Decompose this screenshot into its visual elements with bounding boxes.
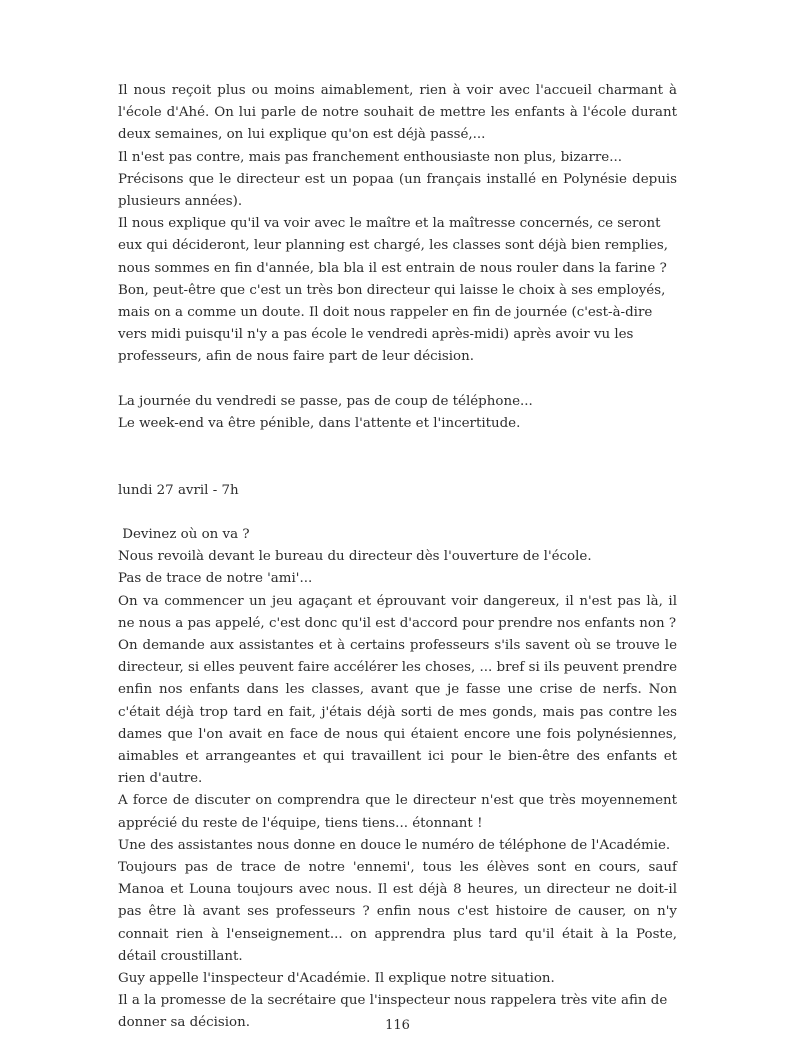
- paragraph: La journée du vendredi se passe, pas de coup de téléphone...: [118, 393, 533, 409]
- document-body: [118, 80, 677, 1035]
- paragraph: On va commencer un jeu agaçant et éprouvant voir dangereux, il n'est pas là, il ne nous a pas appelé, c'est donc qu'il est d'accord pour prendre nos enfants non ?: [118, 593, 677, 631]
- paragraph: Il nous explique qu'il va voir avec le maître et la maîtresse concernés, ce seront eux qui décideront, leur planning est chargé, les classes sont déjà bien remplies, nous sommes en fin d'année, bla bla il est entrain de nous rouler dans la farine ? Bon, peut-être que c'est un très bon directeur qui laisse le choix à ses employés, mais on a comme un doute. Il doit nous rappeler en fin de journée (c'est-à-dire vers midi puisqu'il n'y a pas école le vendredi après-midi) après avoir vu les professeurs, afin de nous faire part de leur décision.: [118, 216, 668, 365]
- paragraph: On demande aux assistantes et à certains professeurs s'ils savent où se trouve le directeur, si elles peuvent faire accélérer les choses, ... bref si ils peuvent prendre enfin nos enfants dans les classes, avant que je fasse une crise de nerfs. Non c'était déjà trop tard en fait, j'étais déjà sorti de mes gonds, mais pas contre les dames que l'on avait en face de nous qui étaient encore une fois polynésiennes, aimables et arrangeantes et qui travaillent ici pour le bien-être des enfants et rien d'autre.: [118, 638, 678, 787]
- date-heading: lundi 27 avril - 7h: [118, 482, 239, 498]
- paragraph: A force de discuter on comprendra que le directeur n'est que très moyennement apprécié du reste de l'équipe, tiens tiens... étonnant !: [118, 793, 677, 831]
- paragraph: Il n'est pas contre, mais pas franchement enthousiaste non plus, bizarre...: [118, 149, 622, 165]
- paragraph: Devinez où on va ?: [118, 527, 250, 543]
- page-number: 116: [385, 1018, 410, 1033]
- paragraph: Le week-end va être pénible, dans l'attente et l'incertitude.: [118, 416, 521, 432]
- paragraph-spacer: [118, 502, 677, 524]
- paragraph: Nous revoilà devant le bureau du directeur dès l'ouverture de l'école.: [118, 549, 592, 565]
- paragraph: Toujours pas de trace de notre 'ennemi', tous les élèves sont en cours, sauf Manoa et Louna toujours avec nous. Il est déjà 8 heures, un directeur ne doit-il pas être là avant ses professeurs ? enfin nous c'est histoire de causer, on n'y connait rien à l'enseignement... on apprendra plus tard qu'il était à la Poste, détail croustillant.: [118, 860, 677, 964]
- paragraph: Il nous reçoit plus ou moins aimablement, rien à voir avec l'accueil charmant à l'école d'Ahé. On lui parle de notre souhait de mettre les enfants à l'école durant deux semaines, on lui explique qu'on est déjà passé,...: [118, 83, 677, 143]
- paragraph: Il a la promesse de la secrétaire que l'inspecteur nous rappelera très vite afin de donner sa décision.: [118, 993, 668, 1031]
- paragraph: Guy appelle l'inspecteur d'Académie. Il explique notre situation.: [118, 971, 555, 987]
- paragraph: Précisons que le directeur est un popaa (un français installé en Polynésie depuis plusieurs années).: [118, 171, 677, 210]
- section-spacer: [118, 435, 677, 479]
- paragraph: Une des assistantes nous donne en douce le numéro de téléphone de l'Académie.: [118, 837, 671, 853]
- paragraph: Pas de trace de notre 'ami'...: [118, 571, 313, 587]
- paragraph-spacer: [118, 369, 677, 391]
